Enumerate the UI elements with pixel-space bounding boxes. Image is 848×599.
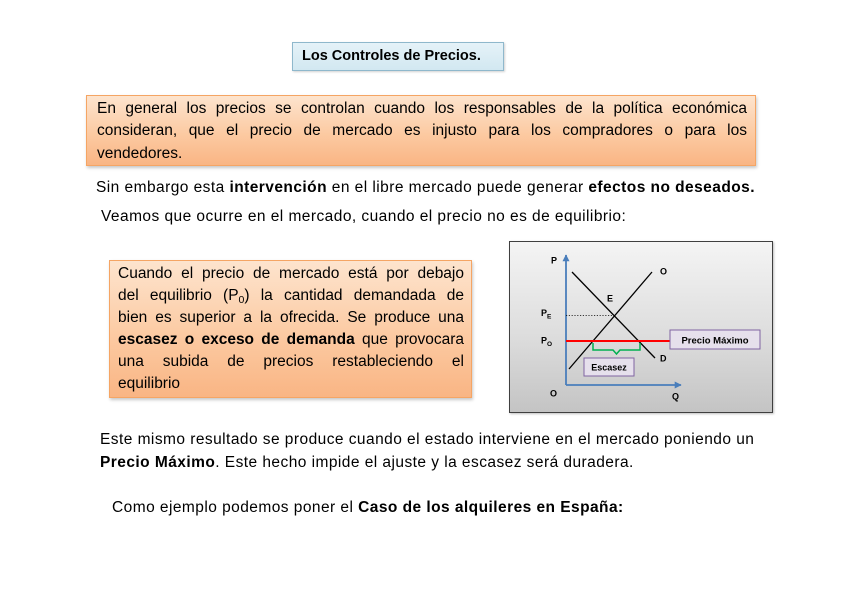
- sentence-text: en el libre mercado puede generar: [327, 179, 589, 196]
- ceiling-price-label: [541, 336, 552, 349]
- intro-line: En general los precios se controlan cuando los responsables de la política económica: [97, 100, 747, 117]
- intro-line: consideran, que el precio de mercado es injusto para los compradores o para los: [97, 122, 747, 140]
- sentence-price-ceiling-line-1: Este mismo resultado se produce cuando el estado interviene en el mercado poniendo un: [100, 431, 755, 448]
- page-title: Los Controles de Precios.: [302, 48, 481, 64]
- explanation-line: bien es superior a la ofrecida. Se produce una: [118, 309, 464, 326]
- origin-label: O: [550, 388, 558, 399]
- title-box: [292, 42, 504, 71]
- sentence-intro-diagram: Veamos que ocurre en el mercado, cuando el precio no es de equilibrio:: [101, 208, 627, 225]
- sentence-side-effects: [96, 178, 755, 198]
- equilibrium-price-base: P: [541, 308, 548, 318]
- explanation-line: Cuando el precio de mercado está por debajo: [118, 265, 464, 282]
- diagram-box: [509, 241, 773, 413]
- sentence-price-ceiling-line-2: [100, 453, 634, 473]
- supply-curve-label: O: [660, 266, 668, 277]
- price-subscript: 0: [238, 294, 245, 307]
- ceiling-price-sub: O: [547, 341, 553, 348]
- price-ceiling-label: Precio Máximo: [681, 335, 749, 347]
- supply-demand-diagram: [509, 241, 773, 413]
- demand-curve-label: D: [660, 353, 667, 364]
- sentence-text: Como ejemplo podemos poner el: [112, 499, 359, 516]
- sentence-bold: efectos no deseados.: [588, 179, 755, 196]
- explanation-line: equilibrio: [118, 375, 181, 392]
- supply-curve: [569, 272, 652, 369]
- intro-box: [86, 95, 756, 166]
- intro-line: vendedores.: [97, 144, 183, 162]
- equilibrium-price-sub: E: [547, 313, 552, 321]
- explanation-line: [118, 329, 464, 351]
- quantity-axis-label: Q: [672, 391, 680, 402]
- explanation-text: que provocara: [354, 331, 464, 348]
- explanation-line: una subida de precios restableciendo el: [118, 353, 464, 370]
- equilibrium-point-label: E: [607, 293, 614, 304]
- price-axis-label: P: [551, 255, 558, 266]
- shortage-bracket: [593, 343, 640, 354]
- sentence-text: . Este hecho impide el ajuste y la escasez será duradera.: [215, 454, 634, 471]
- explanation-text: del equilibrio (P: [118, 287, 239, 304]
- sentence-bold: Precio Máximo: [100, 454, 216, 471]
- explanation-bold: escasez o exceso de demanda: [118, 331, 355, 348]
- demand-curve: [572, 272, 655, 358]
- explanation-text: ) la cantidad demandada de: [244, 287, 464, 304]
- sentence-text: Sin embargo esta: [96, 179, 230, 196]
- sentence-example: [112, 498, 624, 518]
- equilibrium-price-label: [541, 308, 552, 321]
- explanation-box: [109, 260, 472, 398]
- sentence-bold: intervención: [229, 179, 328, 196]
- ceiling-price-base: P: [541, 335, 548, 346]
- sentence-bold: Caso de los alquileres en España:: [358, 499, 624, 516]
- explanation-line: [118, 285, 464, 307]
- shortage-label: Escasez: [591, 362, 627, 373]
